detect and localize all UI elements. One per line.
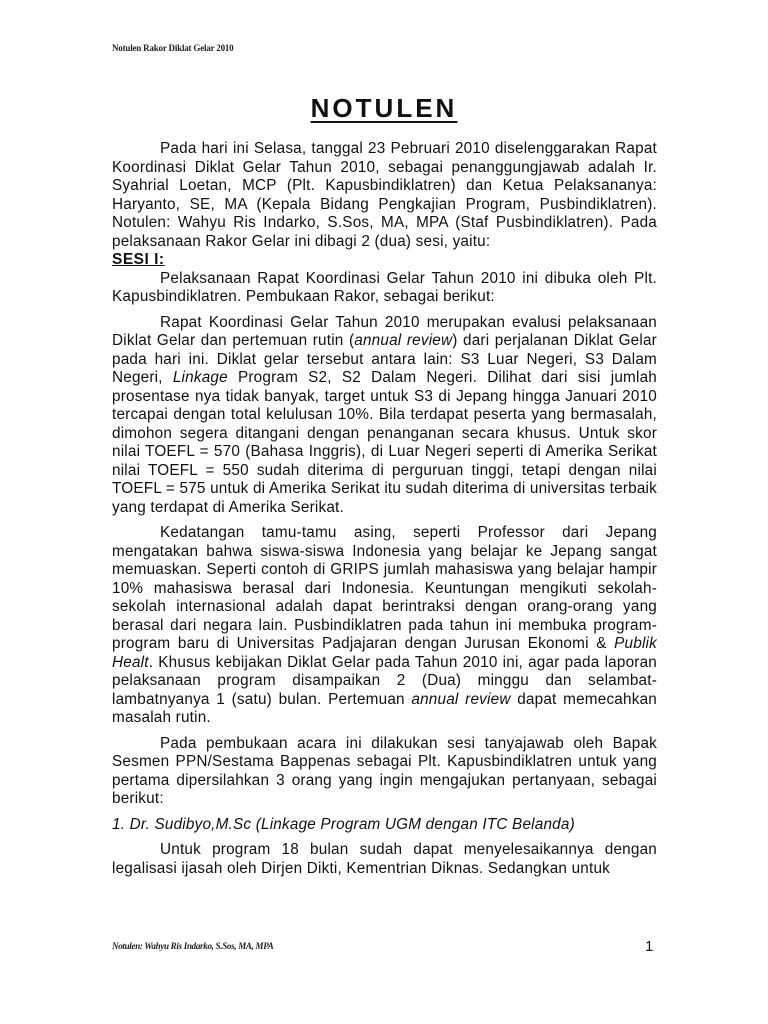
section-heading: SESI I:	[112, 251, 165, 268]
emphasis-text: annual review	[354, 332, 453, 349]
paragraph-text: Rapat Koordinasi Gelar Tahun 2010 merupakan evalusi pelaksanaan Diklat Gelar dan pertemuan rutin (	[112, 313, 657, 349]
paragraph-qa-session: Pada pembukaan acara ini dilakukan sesi tanyajawab oleh Bapak Sesmen PPN/Sestama Bappenas sebagai Plt. Kapusbindiklatren untuk yang pertama dipersilahkan 3 orang yang ingin mengajukan pertanyaan, sebagai berikut:	[112, 734, 657, 807]
paragraph-answer: Untuk program 18 bulan sudah dapat menyelesaikannya dengan legalisasi ijasah oleh Dirjen Dikti, Kementrian Diknas. Sedangkan untuk	[112, 841, 657, 877]
paragraph-opening: Pelaksanaan Rapat Koordinasi Gelar Tahun 2010 ini dibuka oleh Plt. Kapusbindiklatren. Pembukaan Rakor, sebagai berikut:	[112, 269, 657, 305]
paragraph-text: dapat memecahkan masalah rutin.	[112, 690, 657, 726]
paragraph-text: Program S2, S2 Dalam Negeri. Dilihat dari sisi jumlah prosentase nya tidak banyak, target untuk S3 di Jepang hingga Januari 2010 tercapai dengan total kelulusan 10%. Bila terdapat peserta yang bermasalah, dimohon segera ditangani dengan penanganan secara khusus. Untuk skor nilai TOEFL = 570 (Bahasa Inggris), di Luar Negeri seperti di Amerika Serikat nilai TOEFL = 550 sudah diterima di perguruan tinggi, tetapi dengan nilai TOEFL = 575 untuk di Amerika Serikat itu sudah diterima di universitas terbaik yang terdapat di Amerika Serikat.	[112, 369, 657, 516]
page-title: NOTULEN	[310, 93, 458, 123]
running-footer: Notulen: Wahyu Ris Indarko, S.Sos, MA, MPA	[112, 941, 274, 951]
question-item-1: 1. Dr. Sudibyo,M.Sc (Linkage Program UGM dengan ITC Belanda)	[112, 815, 575, 833]
paragraph-text: . Khusus kebijakan Diklat Gelar pada Tahun 2010 ini, agar pada laporan pelaksanaan program disampaikan 2 (Dua) minggu dan selambat-lambatnyanya 1 (satu) bulan. Pertemuan	[112, 653, 657, 708]
paragraph-evaluation	[112, 314, 657, 518]
page-number: 1	[645, 938, 654, 955]
emphasis-text: Publik Healt	[112, 635, 657, 671]
paragraph-text: Kedatangan tamu-tamu asing, seperti Professor dari Jepang mengatakan bahwa siswa-siswa Indonesia yang belajar ke Jepang sangat memuaskan. Seperti contoh di GRIPS jumlah mahasiswa yang belajar hampir 10% mahasiswa berasal dari Indonesia. Keuntungan mengikuti sekolah-sekolah internasional adalah dapat berintraksi dengan orang-orang yang berasal dari negara lain. Pusbindiklatren pada tahun ini membuka program-program baru di Universitas Padjajaran dengan Jurusan Ekonomi &	[112, 524, 657, 652]
emphasis-text: Linkage	[172, 369, 228, 386]
emphasis-text: annual review	[411, 690, 511, 708]
intro-paragraph: Pada hari ini Selasa, tanggal 23 Pebruari 2010 diselenggarakan Rapat Koordinasi Diklat Gelar Tahun 2010, sebagai penanggungjawab adalah Ir. Syahrial Loetan, MCP (Plt. Kapusbindiklatren) dan Ketua Pelaksananya: Haryanto, SE, MA (Kepala Bidang Pengkajian Program, Pusbindiklatren). Notulen: Wahyu Ris Indarko, S.Sos, MA, MPA (Staf Pusbindiklatren). Pada pelaksanaan Rakor Gelar ini dibagi 2 (dua) sesi, yaitu:	[112, 140, 657, 250]
paragraph-foreign-guests	[112, 524, 657, 728]
running-header: Notulen Rakor Diklat Gelar 2010	[112, 43, 234, 53]
document-body	[112, 140, 657, 878]
paragraph-text: ) dari perjalanan Diklat Gelar pada hari ini. Diklat gelar tersebut antara lain: S3 Luar Negeri, S3 Dalam Negeri,	[112, 332, 657, 386]
